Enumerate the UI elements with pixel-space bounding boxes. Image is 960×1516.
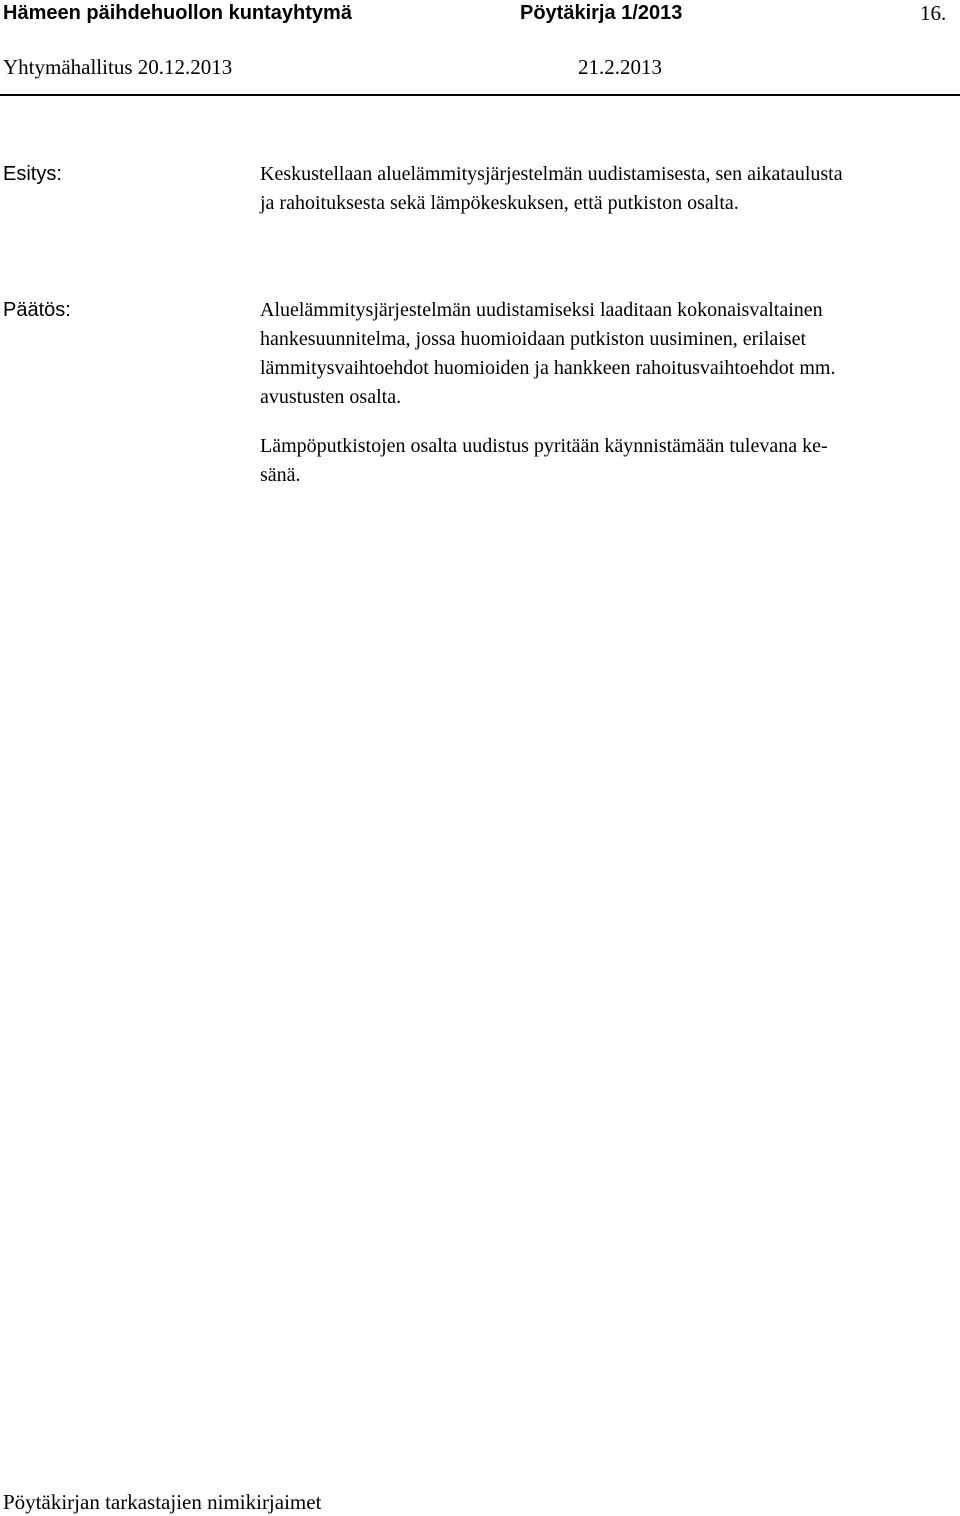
- paatos-line: sänä.: [260, 464, 301, 486]
- paatos-line: avustusten osalta.: [260, 386, 402, 408]
- page-number: 16.: [920, 1, 947, 25]
- paatos-line: Lämpöputkistojen osalta uudistus pyritään käynnistämään tulevana ke-: [260, 435, 828, 457]
- header-divider: [0, 94, 960, 96]
- paatos-paragraph-2: [260, 432, 950, 490]
- document-date: 21.2.2013: [578, 55, 662, 79]
- paatos-paragraph-1: [260, 296, 950, 412]
- paatos-line: lämmitysvaihtoehdot huomioiden ja hankkeen rahoitusvaihtoehdot mm.: [260, 357, 836, 379]
- paatos-line: hankesuunnitelma, jossa huomioidaan putkiston uusiminen, erilaiset: [260, 328, 807, 350]
- paatos-label: Päätös:: [3, 299, 71, 321]
- document-title: Pöytäkirja 1/2013: [520, 2, 683, 24]
- paatos-line: Aluelämmitysjärjestelmän uudistamiseksi laaditaan kokonaisvaltainen: [260, 299, 823, 321]
- esitys-line: Keskustellaan aluelämmitysjärjestelmän uudistamisesta, sen aikataulusta: [260, 163, 843, 185]
- organization-name: Hämeen päihdehuollon kuntayhtymä: [3, 2, 352, 24]
- meeting-date: Yhtymähallitus 20.12.2013: [3, 55, 233, 79]
- esitys-text: [260, 160, 950, 218]
- esitys-line: ja rahoituksesta sekä lämpökeskuksen, että putkiston osalta.: [260, 192, 739, 214]
- footer-initials-label: Pöytäkirjan tarkastajien nimikirjaimet: [3, 1490, 322, 1514]
- esitys-label: Esitys:: [3, 163, 62, 185]
